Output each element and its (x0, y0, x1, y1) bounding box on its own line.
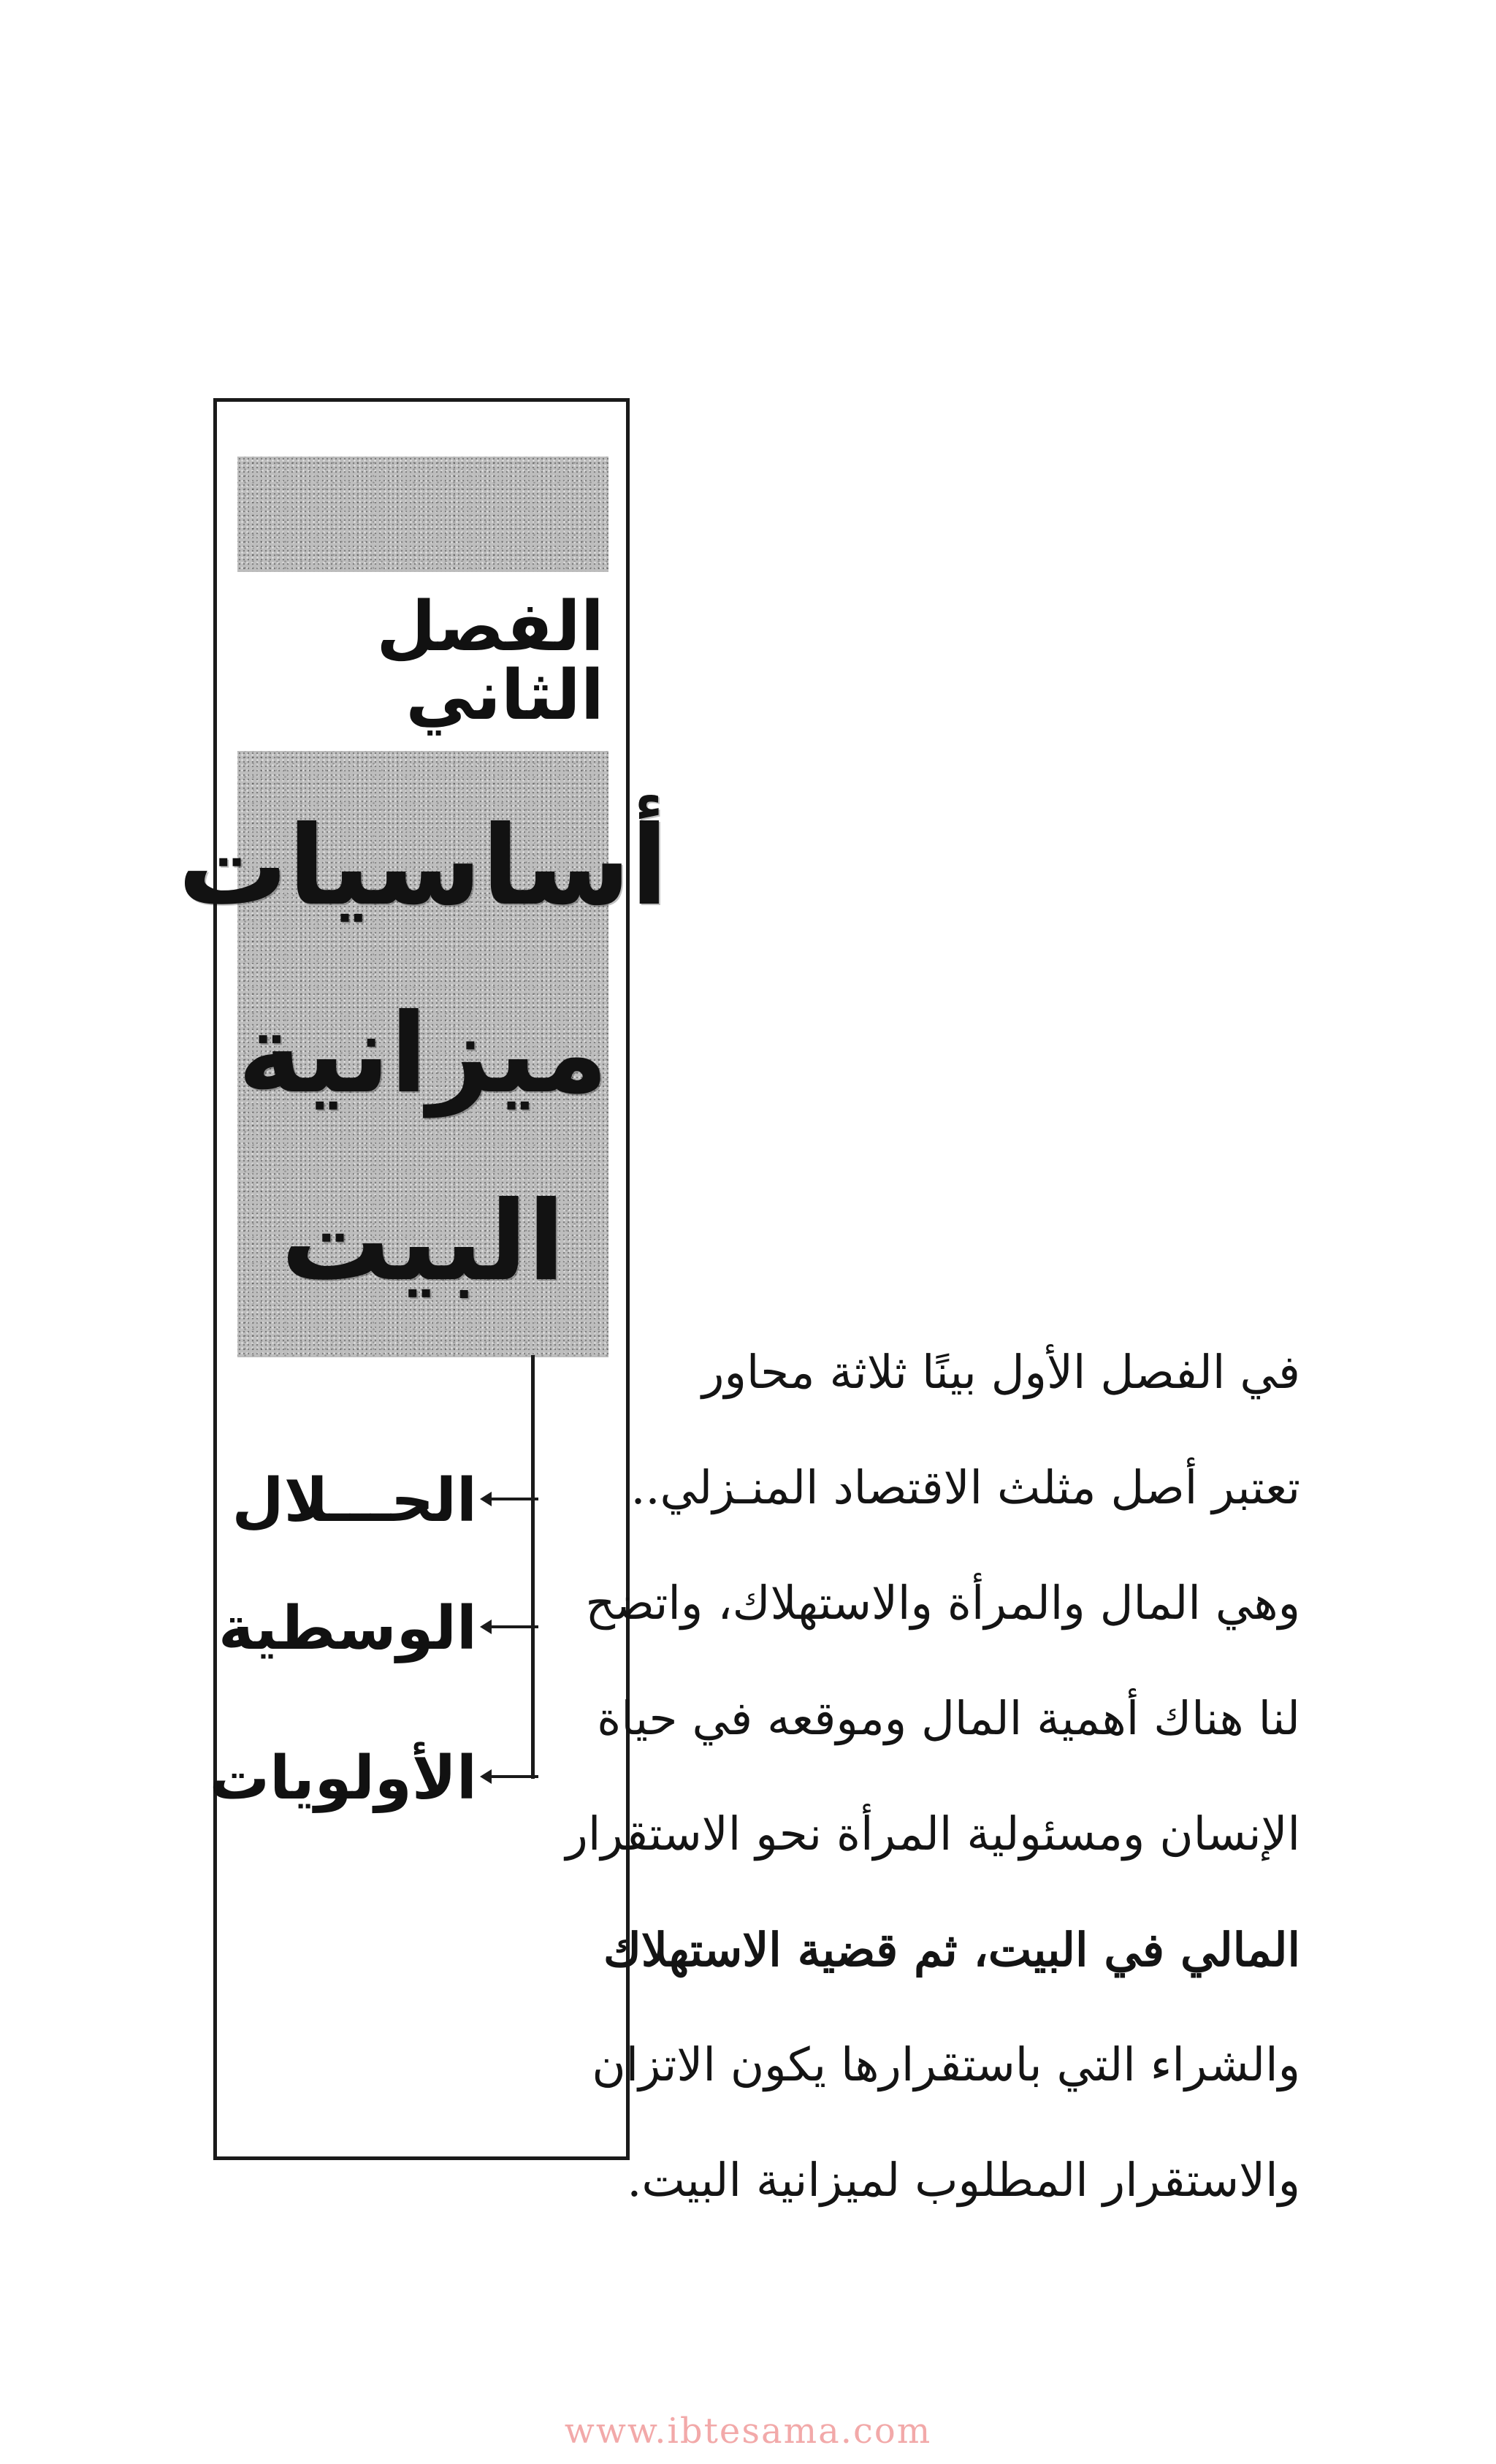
chapter-title-line-2: ميزانية (237, 990, 608, 1118)
chapter-title-panel (178, 751, 668, 1357)
chapter-title-line-1: أساسيات (178, 803, 668, 931)
arrow-left-icon (489, 1625, 538, 1628)
chapter-label: الفصل الثاني (376, 587, 604, 736)
intro-paragraph (565, 1315, 1300, 2238)
topic-label: الحـــلال (232, 1466, 477, 1536)
topic-item-awlawiyat (209, 1739, 538, 1819)
topics-bracket-line (531, 1355, 535, 1779)
arrow-left-icon (489, 1498, 538, 1500)
paragraph-line: وهي المال والمرأة والاستهلاك، واتضح (585, 1576, 1300, 1630)
paragraph-line: والشراء التي باستقرارها يكون الاتزان (592, 2038, 1300, 2091)
site-watermark: www.ibtesama.com (564, 2411, 932, 2452)
topic-label: الوسطية (218, 1594, 477, 1663)
paragraph-line: في الفصل الأول بينًا ثلاثة محاور (702, 1346, 1300, 1399)
chapter-frame (178, 398, 668, 2160)
topic-item-halal (217, 1461, 538, 1541)
paragraph-line: تعتبر أصل مثلث الاقتصاد المنـزلي.. (630, 1461, 1300, 1514)
paragraph-line: الإنسان ومسئولية المرأة نحو الاستقرار (565, 1807, 1300, 1861)
paragraph-line: لنا هناك أهمية المال وموقعه في حياة (597, 1692, 1300, 1745)
decorative-texture-band (237, 457, 608, 572)
topic-item-wasatiya (217, 1589, 538, 1669)
chapter-title-line-3: البيت (280, 1178, 565, 1305)
arrow-left-icon (489, 1775, 538, 1778)
topic-label: الأولويات (209, 1744, 477, 1813)
paragraph-line: والاستقرار المطلوب لميزانية البيت. (627, 2154, 1300, 2207)
paragraph-line: المالي في البيت، ثم قضية الاستهلاك (603, 1923, 1300, 1977)
chapter-title (178, 751, 668, 1357)
